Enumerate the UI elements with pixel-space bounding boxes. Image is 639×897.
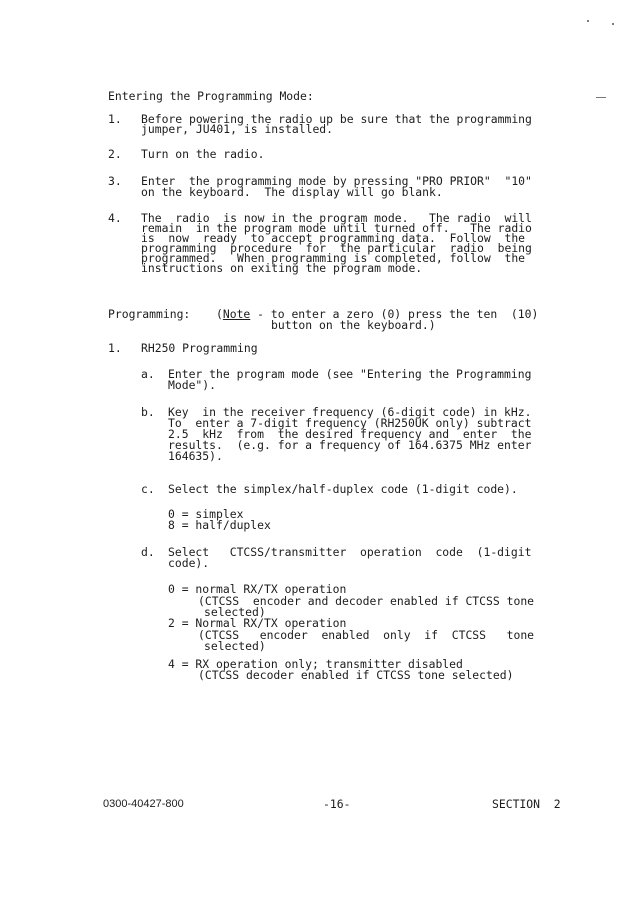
section-number: 1. [108, 341, 122, 355]
scan-speck [587, 20, 589, 22]
code-subline: (CTCSS encoder enabled only if CTCSS tone [198, 628, 535, 642]
scan-dash [596, 97, 606, 98]
item-text: 164635). [168, 449, 223, 463]
item-text: results. (e.g. for a frequency of 164.6375 MHz enter [168, 438, 532, 452]
footer-page-number: -16- [323, 797, 351, 811]
footer-doc-number: 0300-40427-800 [103, 798, 184, 810]
page-heading: Entering the Programming Mode: [108, 89, 314, 103]
item-text: Enter the program mode (see "Entering the Programming [168, 367, 532, 381]
step-text: on the keyboard. The display will go blank. [141, 185, 443, 199]
item-letter: d. [141, 545, 155, 559]
section-title: RH250 Programming [141, 341, 258, 355]
step-number: 2. [108, 147, 122, 161]
step-text: is now ready to accept programming data. Follow the [141, 231, 526, 245]
code-subline: selected) [204, 639, 266, 653]
code-subline: (CTCSS decoder enabled if CTCSS tone selected) [198, 668, 514, 682]
note-word: Note [222, 307, 251, 321]
programming-label: Programming: [108, 307, 191, 321]
step-text: remain in the program mode until turned off. The radio [141, 221, 532, 235]
item-text: 2.5 kHz from the desired frequency and enter the [168, 427, 532, 441]
step-number: 3. [108, 174, 122, 188]
code-line: 4 = RX operation only; transmitter disabled [168, 657, 463, 671]
item-text: Mode"). [168, 378, 217, 392]
step-text: Turn on the radio. [141, 147, 265, 161]
step-text: The radio is now in the program mode. The radio will [141, 211, 532, 225]
item-text: To enter a 7-digit frequency (RH250UK only) subtract [168, 416, 532, 430]
item-text: Select the simplex/half-duplex code (1-digit code). [168, 482, 518, 496]
footer-section: SECTION 2 [492, 797, 561, 811]
code-line: 2 = Normal RX/TX operation [168, 616, 347, 630]
code-line: 8 = half/duplex [168, 518, 271, 532]
code-subline: (CTCSS encoder and decoder enabled if CTCSS tone [198, 594, 535, 608]
code-subline: selected) [204, 605, 266, 619]
item-text: Key in the receiver frequency (6-digit code) in kHz. [168, 405, 532, 419]
step-text: programming procedure for the particular radio being [141, 241, 532, 255]
code-line: 0 = normal RX/TX operation [168, 582, 347, 596]
programming-note-line2: button on the keyboard.) [271, 318, 436, 332]
step-text: Enter the programming mode by pressing "PRO PRIOR" "10" [141, 174, 532, 188]
step-text: jumper, JU401, is installed. [141, 122, 334, 136]
item-text: code). [168, 556, 210, 570]
step-number: 4. [108, 211, 122, 225]
item-letter: a. [141, 367, 155, 381]
step-text: Before powering the radio up be sure that the programming [141, 112, 532, 126]
item-letter: b. [141, 405, 155, 419]
code-line: 0 = simplex [168, 507, 244, 521]
step-number: 1. [108, 112, 122, 126]
step-text: programmed. When programming is completed, follow the [141, 251, 526, 265]
item-text: Select CTCSS/transmitter operation code (1-digit [168, 545, 532, 559]
programming-note: (Note - to enter a zero (0) press the ten (10) [216, 307, 539, 321]
note-text: - to enter a zero (0) press the ten (10) [250, 307, 539, 321]
scan-speck [612, 23, 614, 25]
item-letter: c. [141, 482, 155, 496]
step-text: instructions on exiting the program mode. [141, 261, 423, 275]
